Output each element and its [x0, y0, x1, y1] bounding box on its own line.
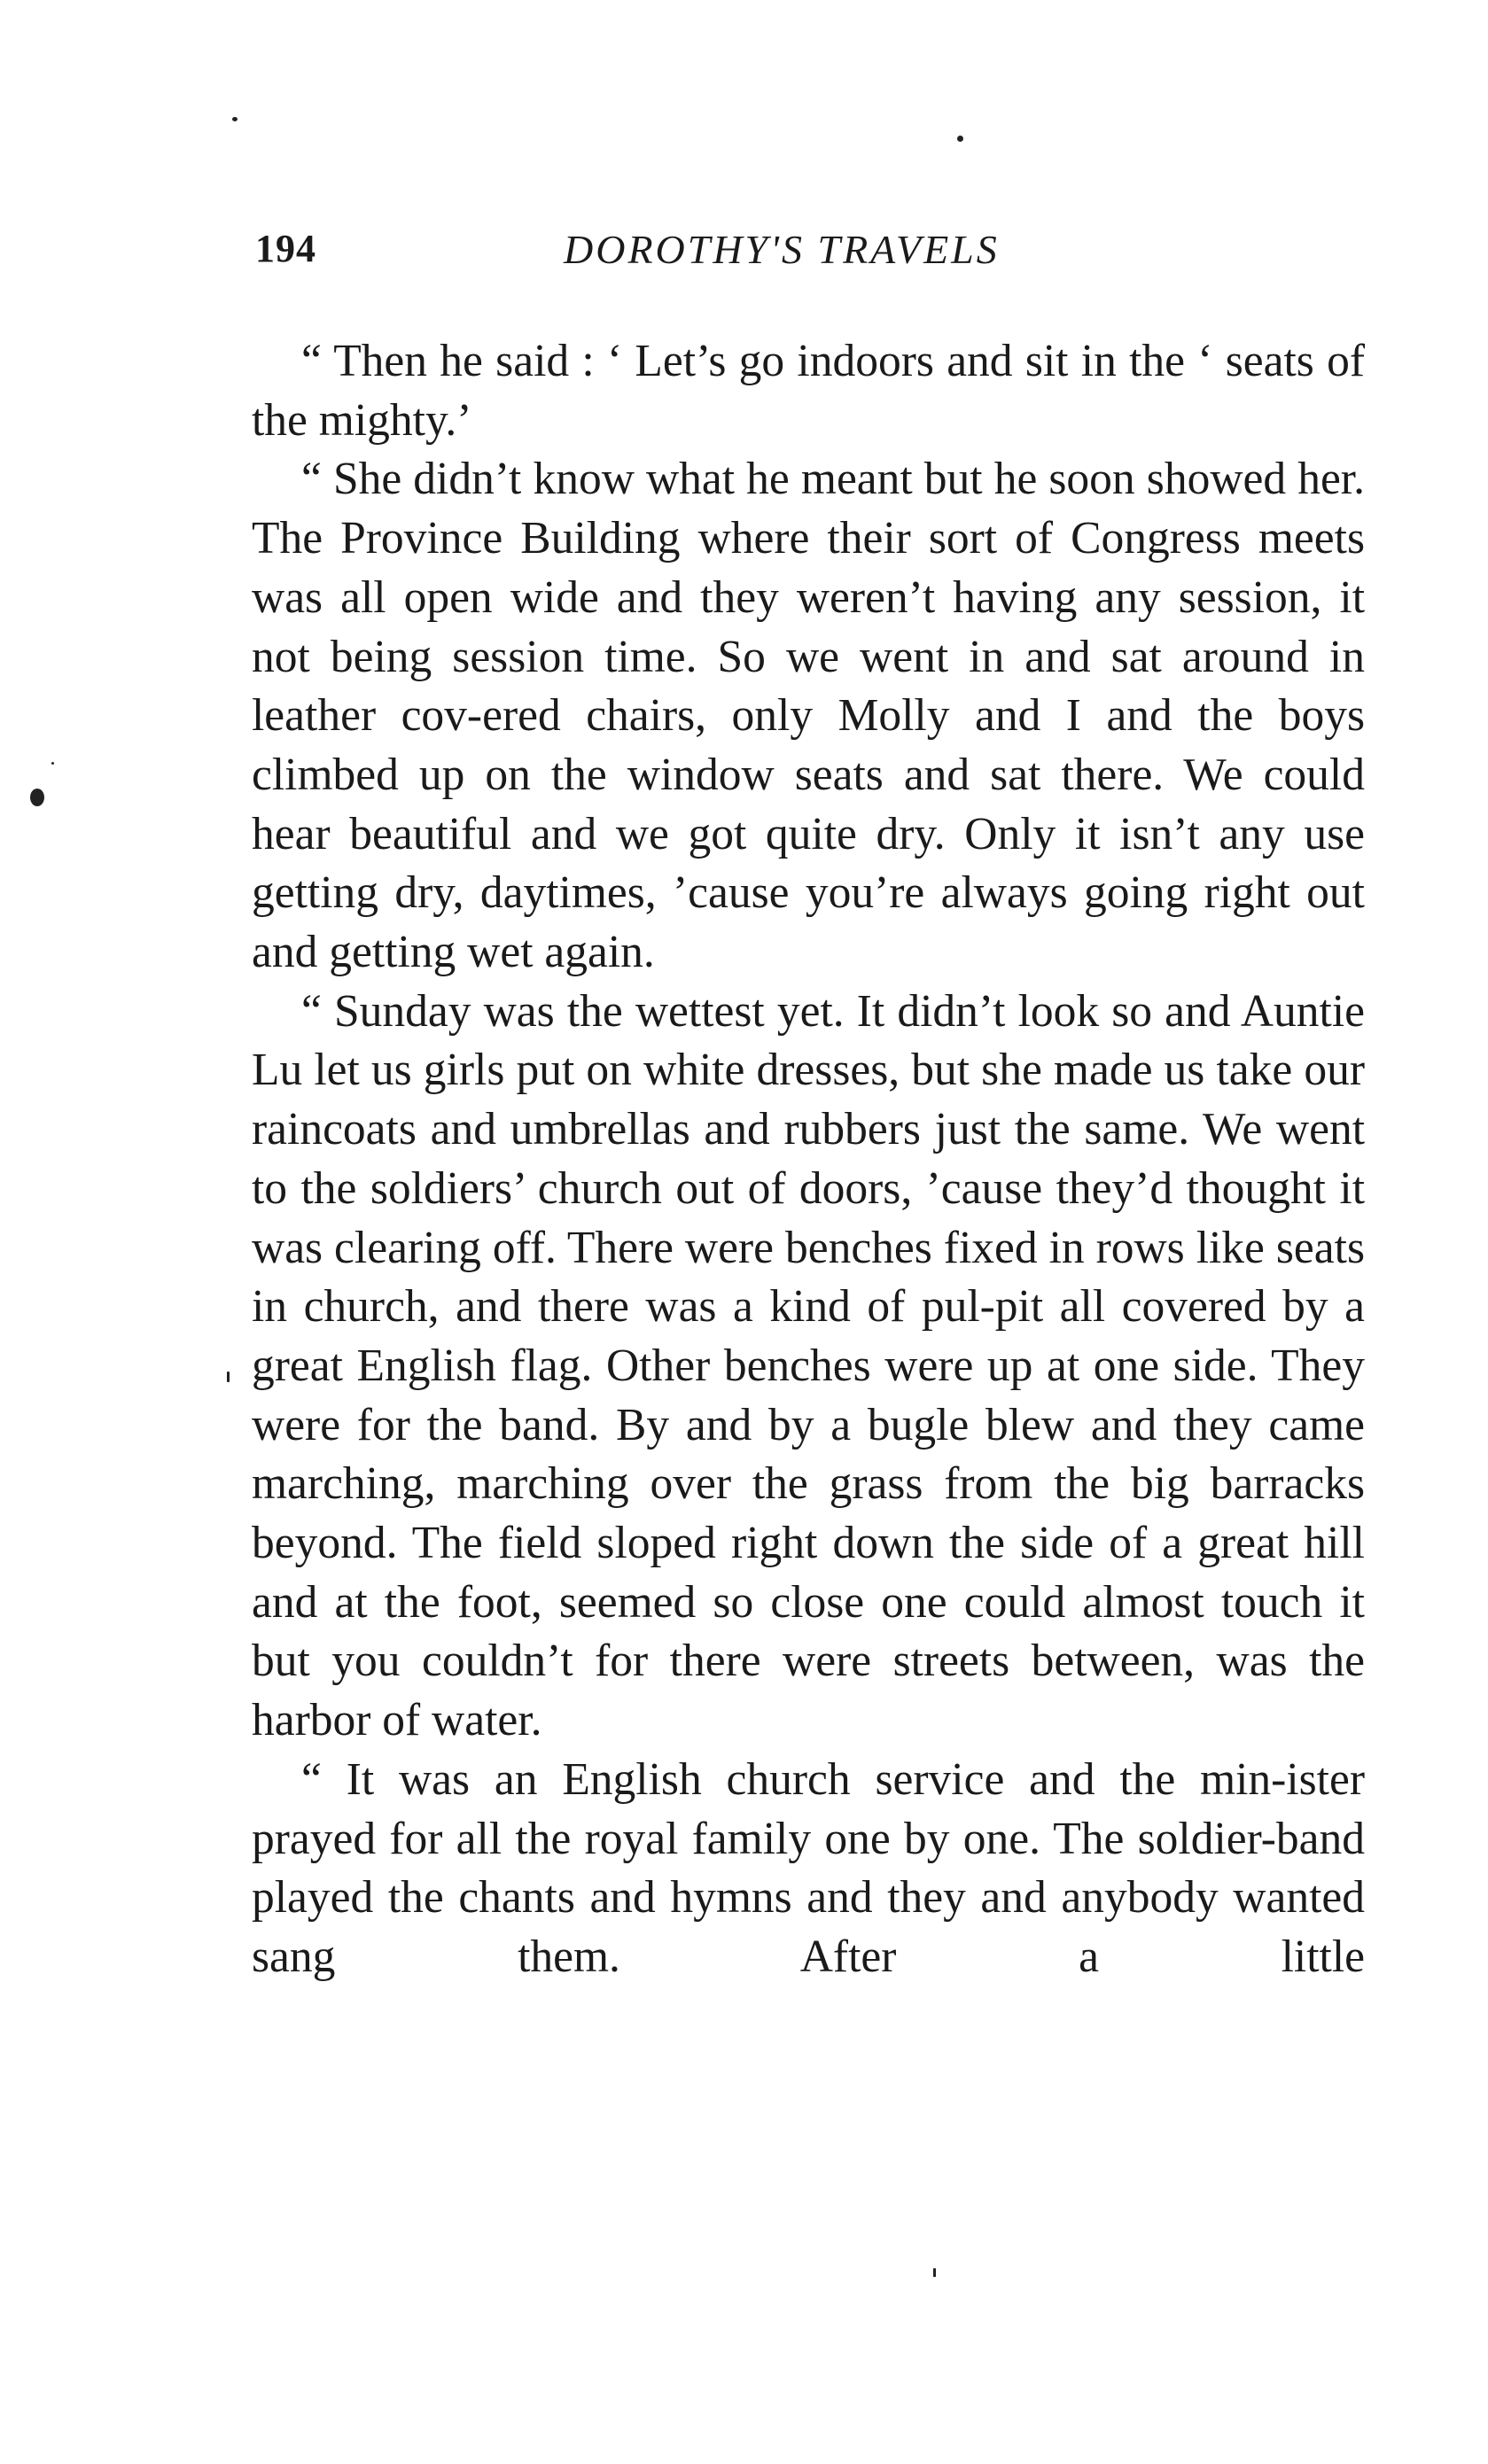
scan-speck [30, 789, 44, 806]
paragraph: “ It was an English church service and the min-ister prayed for all the royal family one by one. The soldier-band played the chants and hymns and they and anybody wanted sang them. After a little [252, 1753, 1365, 1982]
paragraph: “ Sunday was the wettest yet. It didn’t look so and Auntie Lu let us girls put on white dresses, but she made us take our raincoats and umbrellas and rubbers just the same. We went to the soldiers’ church out of doors, ’cause they’d thought it was clearing off. There were benches fixed in rows like seats in church, and there was a kind of pul-pit all covered by a great English flag. Other benches were up at one side. They were for the band. By and by a bugle blew and they came marching, marching over the grass from the big barracks beyond. The field sloped right down the side of a great hill and at the foot, seemed so close one could almost touch it but you couldn’t for there were streets between, was the harbor of water. [252, 985, 1365, 1746]
scan-speck [51, 762, 54, 765]
paragraph: “ Then he said : ‘ Let’s go indoors and sit in the ‘ seats of the mighty.’ [252, 336, 1365, 446]
paragraph: “ She didn’t know what he meant but he soon showed her. The Province Building where their sort of Congress meets was all open wide and they weren’t having any session, it not being session time. So we went in and sat around in leather cov-ered chairs, only Molly and I and the boys climbed up on the window seats and sat there. We could hear beautiful and we got quite dry. Only it isn’t any use getting dry, daytimes, ’cause you’re always going right out and getting wet again. [252, 454, 1365, 978]
body-text [252, 332, 1365, 1987]
page-header [255, 226, 1372, 297]
scan-speck [227, 1372, 230, 1382]
scan-speck [933, 2268, 936, 2277]
running-title: DOROTHY'S TRAVELS [564, 227, 1000, 272]
page-number: 194 [255, 227, 316, 270]
scan-speck [957, 136, 963, 142]
scan-speck [232, 117, 238, 121]
